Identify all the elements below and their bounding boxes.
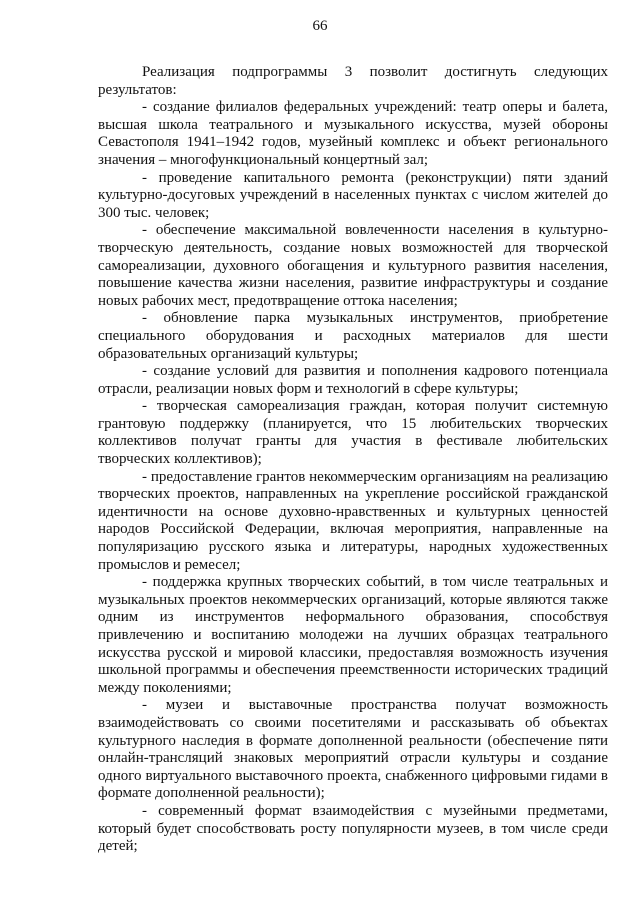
result-item: - поддержка крупных творческих событий, в том числе театральных и музыкальных проектов некоммерческих организаций, которые являются также одним из инструментов неформального образования, способствуя привлечению и воспитанию молодежи на лучших образцах театрального искусства русской и мировой классики, предоставляя возможность изучения школьной программы и обеспечения преемственности исторических традиций между поколениями; xyxy=(98,574,608,696)
result-item: - проведение капитального ремонта (реконструкции) пяти зданий культурно-досуговых учреждений в населенных пунктах с числом жителей до 300 тыс. человек; xyxy=(98,169,608,221)
result-item: - современный формат взаимодействия с музейными предметами, который будет способствовать росту популярности музеев, в том числе среди детей; xyxy=(98,802,608,855)
result-item: - творческая самореализация граждан, которая получит системную грантовую поддержку (планируется, что 15 любительских творческих коллективов получат гранты для участия в фестивале любительских творческих коллективов); xyxy=(98,398,608,468)
document-body xyxy=(98,64,608,856)
result-item: - предоставление грантов некоммерческим организациям на реализацию творческих проектов, направленных на укрепление российской гражданской идентичности на основе духовно-нравственных и культурных ценностей народов Российской Федерации, включая мероприятия, направленные на популяризацию русского языка и литературы, народных художественных промыслов и ремесел; xyxy=(98,468,608,573)
result-item: - создание филиалов федеральных учреждений: театр оперы и балета, высшая школа театрального и музыкального искусства, музей обороны Севастополя 1941–1942 годов, музейный комплекс и объект регионального значения – многофункциональный концертный зал; xyxy=(98,99,608,168)
result-item: - музеи и выставочные пространства получат возможность взаимодействовать со своими посетителями и рассказывать об объектах культурного наследия в формате дополненной реальности (обеспечение пяти онлайн-трансляций знаковых мероприятий отрасли культуры и создание одного виртуального выставочного проекта, снабженного цифровыми гидами в формате дополненной реальности); xyxy=(98,697,608,802)
result-item: - обновление парка музыкальных инструментов, приобретение специального оборудования и расходных материалов для шести образовательных организаций культуры; xyxy=(98,310,608,362)
result-item: - создание условий для развития и пополнения кадрового потенциала отрасли, реализации новых форм и технологий в сфере культуры; xyxy=(98,363,608,397)
result-item: - обеспечение максимальной вовлеченности населения в культурно-творческую деятельность, создание новых возможностей для творческой самореализации, духовного обогащения и культурного развития населения, повышение качества жизни населения, развитие инфраструктуры и создание новых рабочих мест, предотвращение оттока населения; xyxy=(98,222,608,309)
intro-paragraph: Реализация подпрограммы 3 позволит достигнуть следующих результатов: xyxy=(98,64,608,98)
page-number: 66 xyxy=(312,18,328,34)
